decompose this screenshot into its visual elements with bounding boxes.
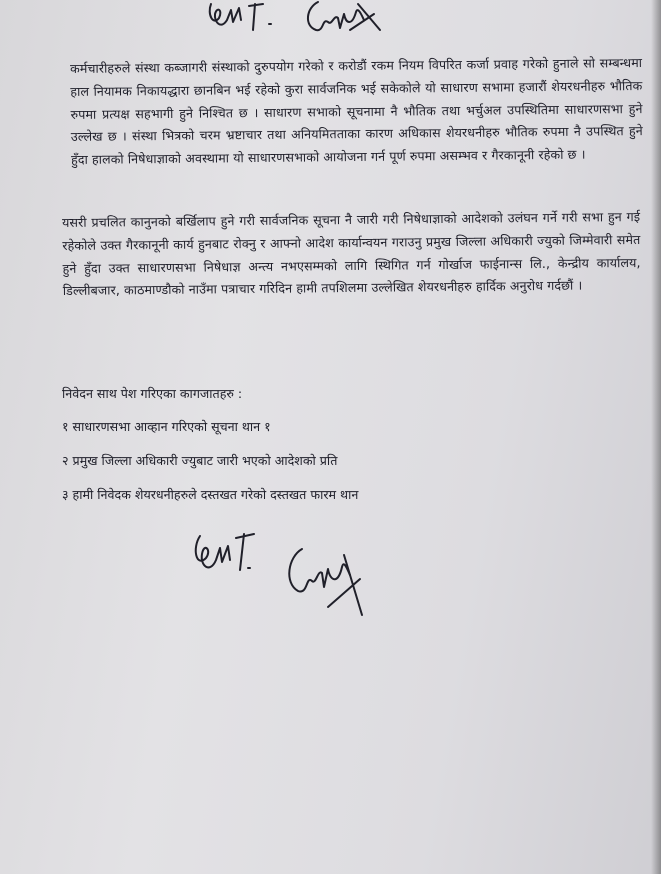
signature-bottom-left — [190, 528, 270, 592]
signature-bottom-right — [282, 545, 372, 629]
attachments-heading: निवेदन साथ पेश गरिएका कागजातहरु : — [62, 386, 243, 401]
body-paragraph-2: यसरी प्रचलित कानुनको बर्खिलाप हुने गरी सार्वजनिक सूचना नै जारी गरी निषेधाज्ञाको आदेशको उलंघन गर्ने गरी सभा हुन गई रहेकोले उक्त गैरकानूनी कार्य हुनबाट रोक्नु र आफ्नो आदेश कार्यान्वयन गराउनु प्रमुख जिल्ला अधिकारी ज्युको जिम्मेवारी समेत हुने हुँदा उक्त साधारणसभा निषेधाज्ञ अन्त्य नभएसम्मको लागि स्थिगित गर्न गोर्खाज फाईनान्स लि., केन्द्रीय कार्यालय, डिल्लीबजार, काठमाण्डौको नाउँमा पत्राचार गरिदिन हामी तपशिलमा उल्लेखित शेयरधनीहरु हार्दिक अनुरोध गर्दछौं । — [62, 208, 641, 299]
page-edge-shadow — [651, 0, 661, 874]
signature-top-right — [300, 0, 390, 46]
body-paragraph-1: कर्मचारीहरुले संस्था कब्जागरी संस्थाको दुरुपयोग गरेको र करोडौं रकम नियम विपरित कर्जा प्रवाह गरेको हुनाले सो सम्बन्धमा हाल नियामक निकायद्धारा छानबिन भई रहेको कुरा सार्वजनिक भई सकेकोले यो साधारण सभामा हजारौं शेयरधनीहरु भौतिक रुपमा प्रत्यक्ष सहभागी हुने निश्चित छ । साधारण सभाको सूचनामा नै भौतिक तथा भर्चुअल उपस्थितिमा साधारणसभा हुने उल्लेख छ । संस्था भित्रको चरम भ्रष्टाचार तथा अनियमितताका कारण अधिकास शेयरधनीहरु भौतिक रुपमा नै उपस्थित हुने हुँदा हालको निषेधाज्ञाको अवस्थामा यो साधारणसभाको आयोजना गर्न पूर्ण रुपमा असम्भव र गैरकानूनी रहेको छ । — [70, 55, 643, 168]
attachment-item-3: ३ हामी निवेदक शेयरधनीहरुले दस्तखत गरेको दस्तखत फारम थान — [62, 487, 359, 502]
attachment-item-2: २ प्रमुख जिल्ला अधिकारी ज्युबाट जारी भएको आदेशको प्रति — [62, 453, 338, 468]
signature-top-left — [205, 0, 295, 44]
attachment-item-1: १ साधारणसभा आव्हान गरिएको सूचना थान १ — [62, 419, 271, 434]
